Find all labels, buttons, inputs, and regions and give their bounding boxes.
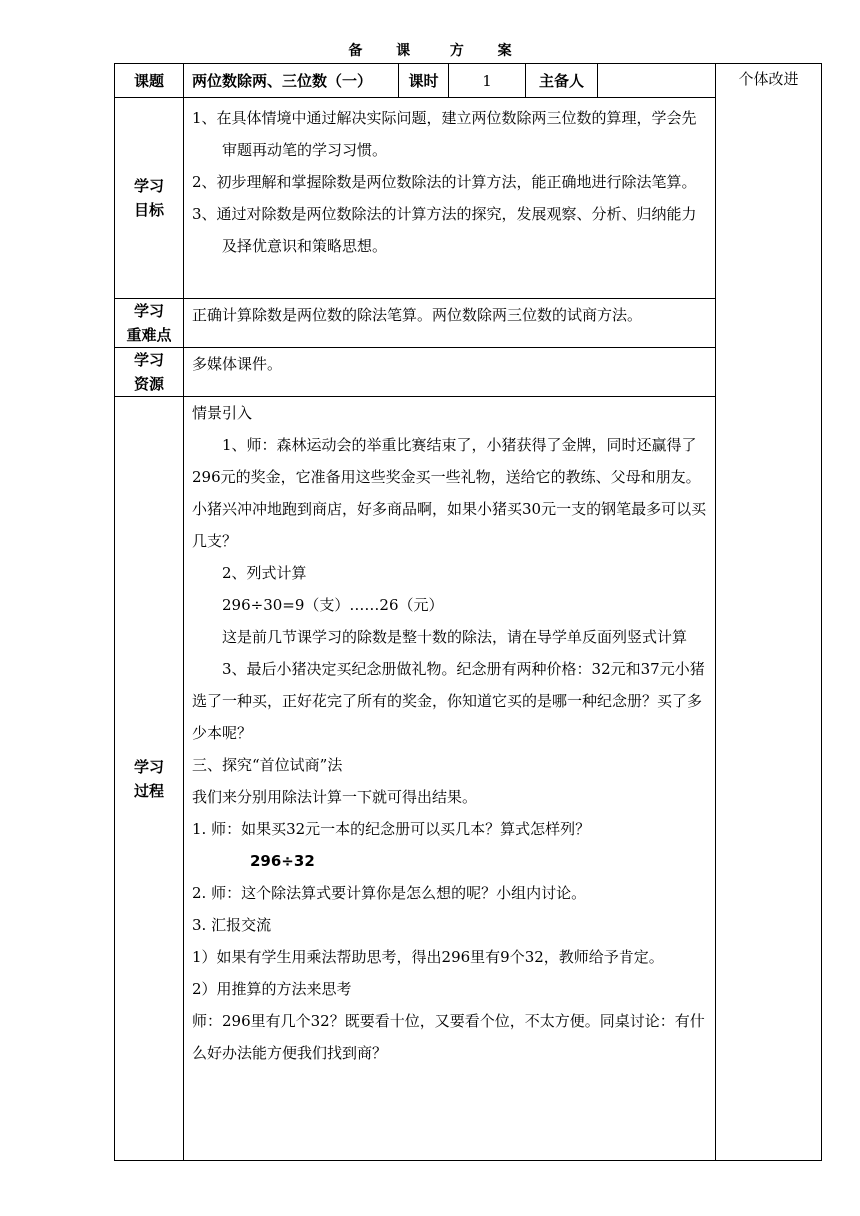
topic-label: 课题 bbox=[115, 64, 184, 98]
process-paragraph: 3. 汇报交流 bbox=[192, 916, 272, 934]
process-label bbox=[115, 397, 184, 1161]
key-points-label-line1: 学习 bbox=[133, 302, 164, 320]
process-paragraph: 1. 师：如果买32元一本的纪念册可以买几本？算式怎样列？ bbox=[192, 820, 591, 838]
goals-label-line1: 学习 bbox=[133, 177, 164, 195]
process-paragraph: 2、列式计算 bbox=[222, 564, 307, 582]
goal-item: 1、在具体情境中通过解决实际问题，建立两位数除两三位数的算理，学会先审题再动笔的学习习惯。 bbox=[192, 109, 697, 159]
preparer-value bbox=[598, 64, 716, 98]
resources-row bbox=[115, 348, 822, 397]
periods-value: 1 bbox=[449, 64, 526, 98]
process-paragraph: 2）用推算的方法来思考 bbox=[192, 980, 352, 998]
process-paragraph: 这是前几节课学习的除数是整十数的除法，请在导学单反面列竖式计算 bbox=[222, 628, 688, 646]
key-points-text: 正确计算除数是两位数的除法笔算。两位数除两三位数的试商方法。 bbox=[192, 306, 643, 324]
process-paragraph: 1、师：森林运动会的举重比赛结束了，小猪获得了金牌，同时还赢得了296元的奖金，它准备用这些奖金买一些礼物，送给它的教练、父母和朋友。小猪兴冲冲地跑到商店，好多商品啊，如果小猪买30元一支的钢笔最多可以买几支？ bbox=[192, 436, 707, 550]
process-label-line1: 学习 bbox=[133, 757, 164, 776]
process-formula: 296÷32 bbox=[250, 852, 315, 870]
key-points-label bbox=[115, 299, 184, 348]
title-char: 方 bbox=[449, 43, 464, 59]
title-char: 案 bbox=[497, 43, 512, 59]
personal-improvement-column bbox=[716, 64, 822, 1161]
key-points-label-line2: 重难点 bbox=[126, 326, 172, 344]
resources-label bbox=[115, 348, 184, 397]
process-paragraph: 三、探究“首位试商”法 bbox=[192, 756, 343, 774]
process-label-line2: 过程 bbox=[133, 781, 164, 800]
goal-item: 2、初步理解和掌握除数是两位数除法的计算方法，能正确地进行除法笔算。 bbox=[192, 173, 697, 191]
process-paragraph: 1）如果有学生用乘法帮助思考，得出296里有9个32，教师给予肯定。 bbox=[192, 948, 664, 966]
resources-label-line1: 学习 bbox=[133, 351, 164, 369]
process-paragraph: 情景引入 bbox=[192, 404, 253, 422]
periods-label: 课时 bbox=[399, 64, 449, 98]
process-paragraph: 师：296里有几个32？既要看十位，又要看个位，不太方便。同桌讨论：有什么好办法能方便我们找到商？ bbox=[192, 1012, 705, 1062]
topic-value: 两位数除两、三位数（一） bbox=[184, 64, 399, 98]
process-paragraph: 3、最后小猪决定买纪念册做礼物。纪念册有两种价格：32元和37元小猪选了一种买，正好花完了所有的奖金，你知道它买的是哪一种纪念册？买了多少本呢？ bbox=[192, 660, 705, 742]
preparer-label: 主备人 bbox=[526, 64, 598, 98]
process-paragraph: 296÷30=9（支）……26（元） bbox=[222, 596, 444, 614]
goals-label-line2: 目标 bbox=[133, 201, 164, 219]
key-points-row bbox=[115, 299, 822, 348]
resources-content bbox=[184, 348, 716, 397]
process-paragraph: 我们来分别用除法计算一下就可得出结果。 bbox=[192, 788, 478, 806]
resources-label-line2: 资源 bbox=[133, 375, 164, 393]
goals-content bbox=[184, 98, 716, 299]
resources-text: 多媒体课件。 bbox=[192, 355, 283, 373]
goal-item: 3、通过对除数是两位数除法的计算方法的探究，发展观察、分析、归纳能力及择优意识和策略思想。 bbox=[192, 205, 697, 255]
process-paragraph: 2. 师：这个除法算式要计算你是怎么想的呢？小组内讨论。 bbox=[192, 884, 587, 902]
header-row bbox=[115, 64, 822, 98]
document-title bbox=[0, 40, 860, 60]
process-content bbox=[184, 397, 716, 1161]
process-row bbox=[115, 397, 822, 1161]
lesson-plan-table bbox=[114, 63, 822, 1161]
title-char: 课 bbox=[396, 43, 411, 59]
title-char: 备 bbox=[348, 43, 363, 59]
key-points-content bbox=[184, 299, 716, 348]
goals-label bbox=[115, 98, 184, 299]
personal-improvement-label: 个体改进 bbox=[738, 70, 799, 88]
goals-row bbox=[115, 98, 822, 299]
